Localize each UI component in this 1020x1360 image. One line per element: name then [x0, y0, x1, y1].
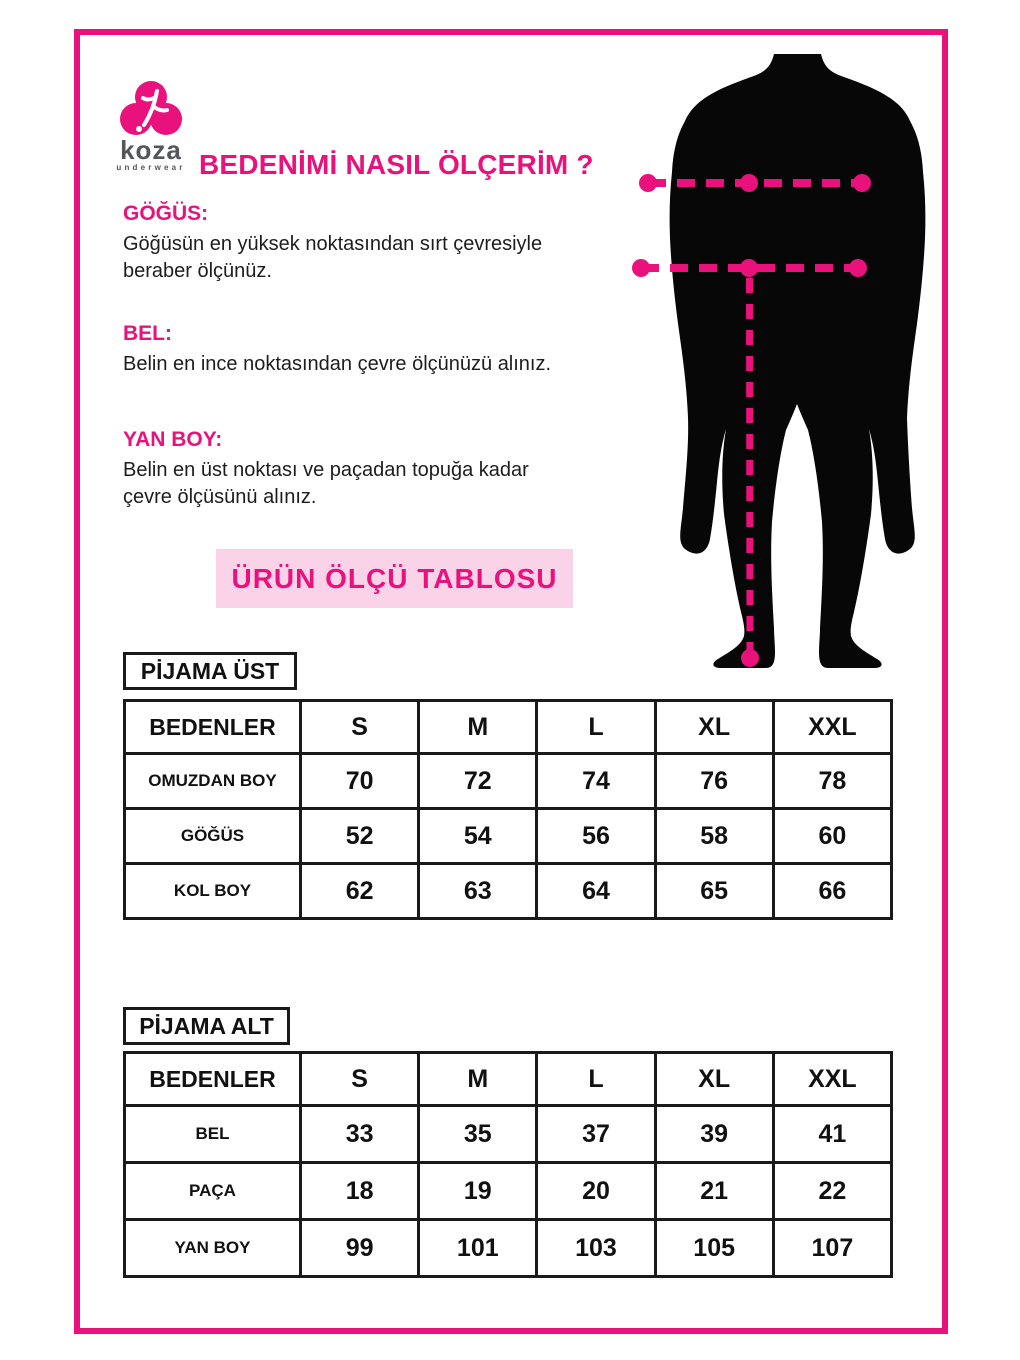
instruction-text: Belin en ince noktasından çevre ölçünüzü alınız.	[123, 353, 552, 375]
value-cell: 70	[301, 754, 419, 809]
brand-logo	[114, 80, 188, 172]
table-row	[125, 754, 892, 809]
value-cell: 52	[301, 809, 419, 864]
value-cell: 41	[773, 1106, 891, 1163]
row-label-cell: OMUZDAN BOY	[125, 754, 301, 809]
value-cell: 60	[773, 809, 891, 864]
value-cell: 63	[419, 864, 537, 919]
value-cell: 103	[537, 1220, 655, 1277]
header-cell: L	[537, 701, 655, 754]
header-cell: BEDENLER	[125, 701, 301, 754]
instruction-text: Belin en üst noktası ve paçadan topuğa kadar çevre ölçüsünü alınız.	[123, 459, 529, 508]
header-cell: M	[419, 701, 537, 754]
value-cell: 37	[537, 1106, 655, 1163]
value-cell: 66	[773, 864, 891, 919]
value-cell: 72	[419, 754, 537, 809]
size-table-pijama-ust	[123, 699, 893, 920]
value-cell: 33	[301, 1106, 419, 1163]
value-cell: 22	[773, 1163, 891, 1220]
header-cell: S	[301, 701, 419, 754]
row-label-cell: GÖĞÜS	[125, 809, 301, 864]
value-cell: 54	[419, 809, 537, 864]
value-cell: 65	[655, 864, 773, 919]
table-title-pijama-alt: PİJAMA ALT	[123, 1007, 290, 1045]
value-cell: 74	[537, 754, 655, 809]
header-cell: S	[301, 1053, 419, 1106]
instruction-heading: GÖĞÜS:	[123, 202, 209, 225]
instruction-yanboy	[123, 428, 563, 511]
value-cell: 35	[419, 1106, 537, 1163]
brand-tagline: underwear	[116, 163, 186, 172]
table-row	[125, 1220, 892, 1277]
table-row	[125, 809, 892, 864]
header-cell: XL	[655, 1053, 773, 1106]
page-title: BEDENİMİ NASIL ÖLÇERİM ?	[199, 149, 594, 180]
header-cell: XXL	[773, 1053, 891, 1106]
header-cell: XXL	[773, 701, 891, 754]
value-cell: 105	[655, 1220, 773, 1277]
instruction-text: Göğüsün en yüksek noktasından sırt çevresiyle beraber ölçünüz.	[123, 233, 543, 282]
row-label-cell: KOL BOY	[125, 864, 301, 919]
row-label-cell: YAN BOY	[125, 1220, 301, 1277]
value-cell: 39	[655, 1106, 773, 1163]
value-cell: 78	[773, 754, 891, 809]
value-cell: 107	[773, 1220, 891, 1277]
value-cell: 76	[655, 754, 773, 809]
male-silhouette-icon	[630, 50, 950, 675]
table-header-row	[125, 1053, 892, 1106]
section-banner: ÜRÜN ÖLÇÜ TABLOSU	[216, 549, 573, 608]
value-cell: 18	[301, 1163, 419, 1220]
value-cell: 20	[537, 1163, 655, 1220]
brand-name: koza	[120, 135, 182, 165]
row-label-cell: BEL	[125, 1106, 301, 1163]
koza-trefoil-icon	[119, 80, 183, 136]
instruction-bel	[123, 322, 683, 378]
instruction-heading: BEL:	[123, 322, 172, 345]
value-cell: 99	[301, 1220, 419, 1277]
value-cell: 101	[419, 1220, 537, 1277]
table-row	[125, 864, 892, 919]
body-silhouette-figure	[630, 50, 950, 680]
header-cell: BEDENLER	[125, 1053, 301, 1106]
value-cell: 19	[419, 1163, 537, 1220]
value-cell: 62	[301, 864, 419, 919]
value-cell: 58	[655, 809, 773, 864]
header-cell: XL	[655, 701, 773, 754]
table-title-pijama-ust: PİJAMA ÜST	[123, 652, 297, 690]
instruction-gogus	[123, 202, 593, 285]
table-row	[125, 1106, 892, 1163]
table-row	[125, 1163, 892, 1220]
header-cell: M	[419, 1053, 537, 1106]
value-cell: 56	[537, 809, 655, 864]
size-table-pijama-alt	[123, 1051, 893, 1278]
header-cell: L	[537, 1053, 655, 1106]
table-header-row	[125, 701, 892, 754]
row-label-cell: PAÇA	[125, 1163, 301, 1220]
value-cell: 21	[655, 1163, 773, 1220]
instruction-heading: YAN BOY:	[123, 428, 223, 451]
value-cell: 64	[537, 864, 655, 919]
